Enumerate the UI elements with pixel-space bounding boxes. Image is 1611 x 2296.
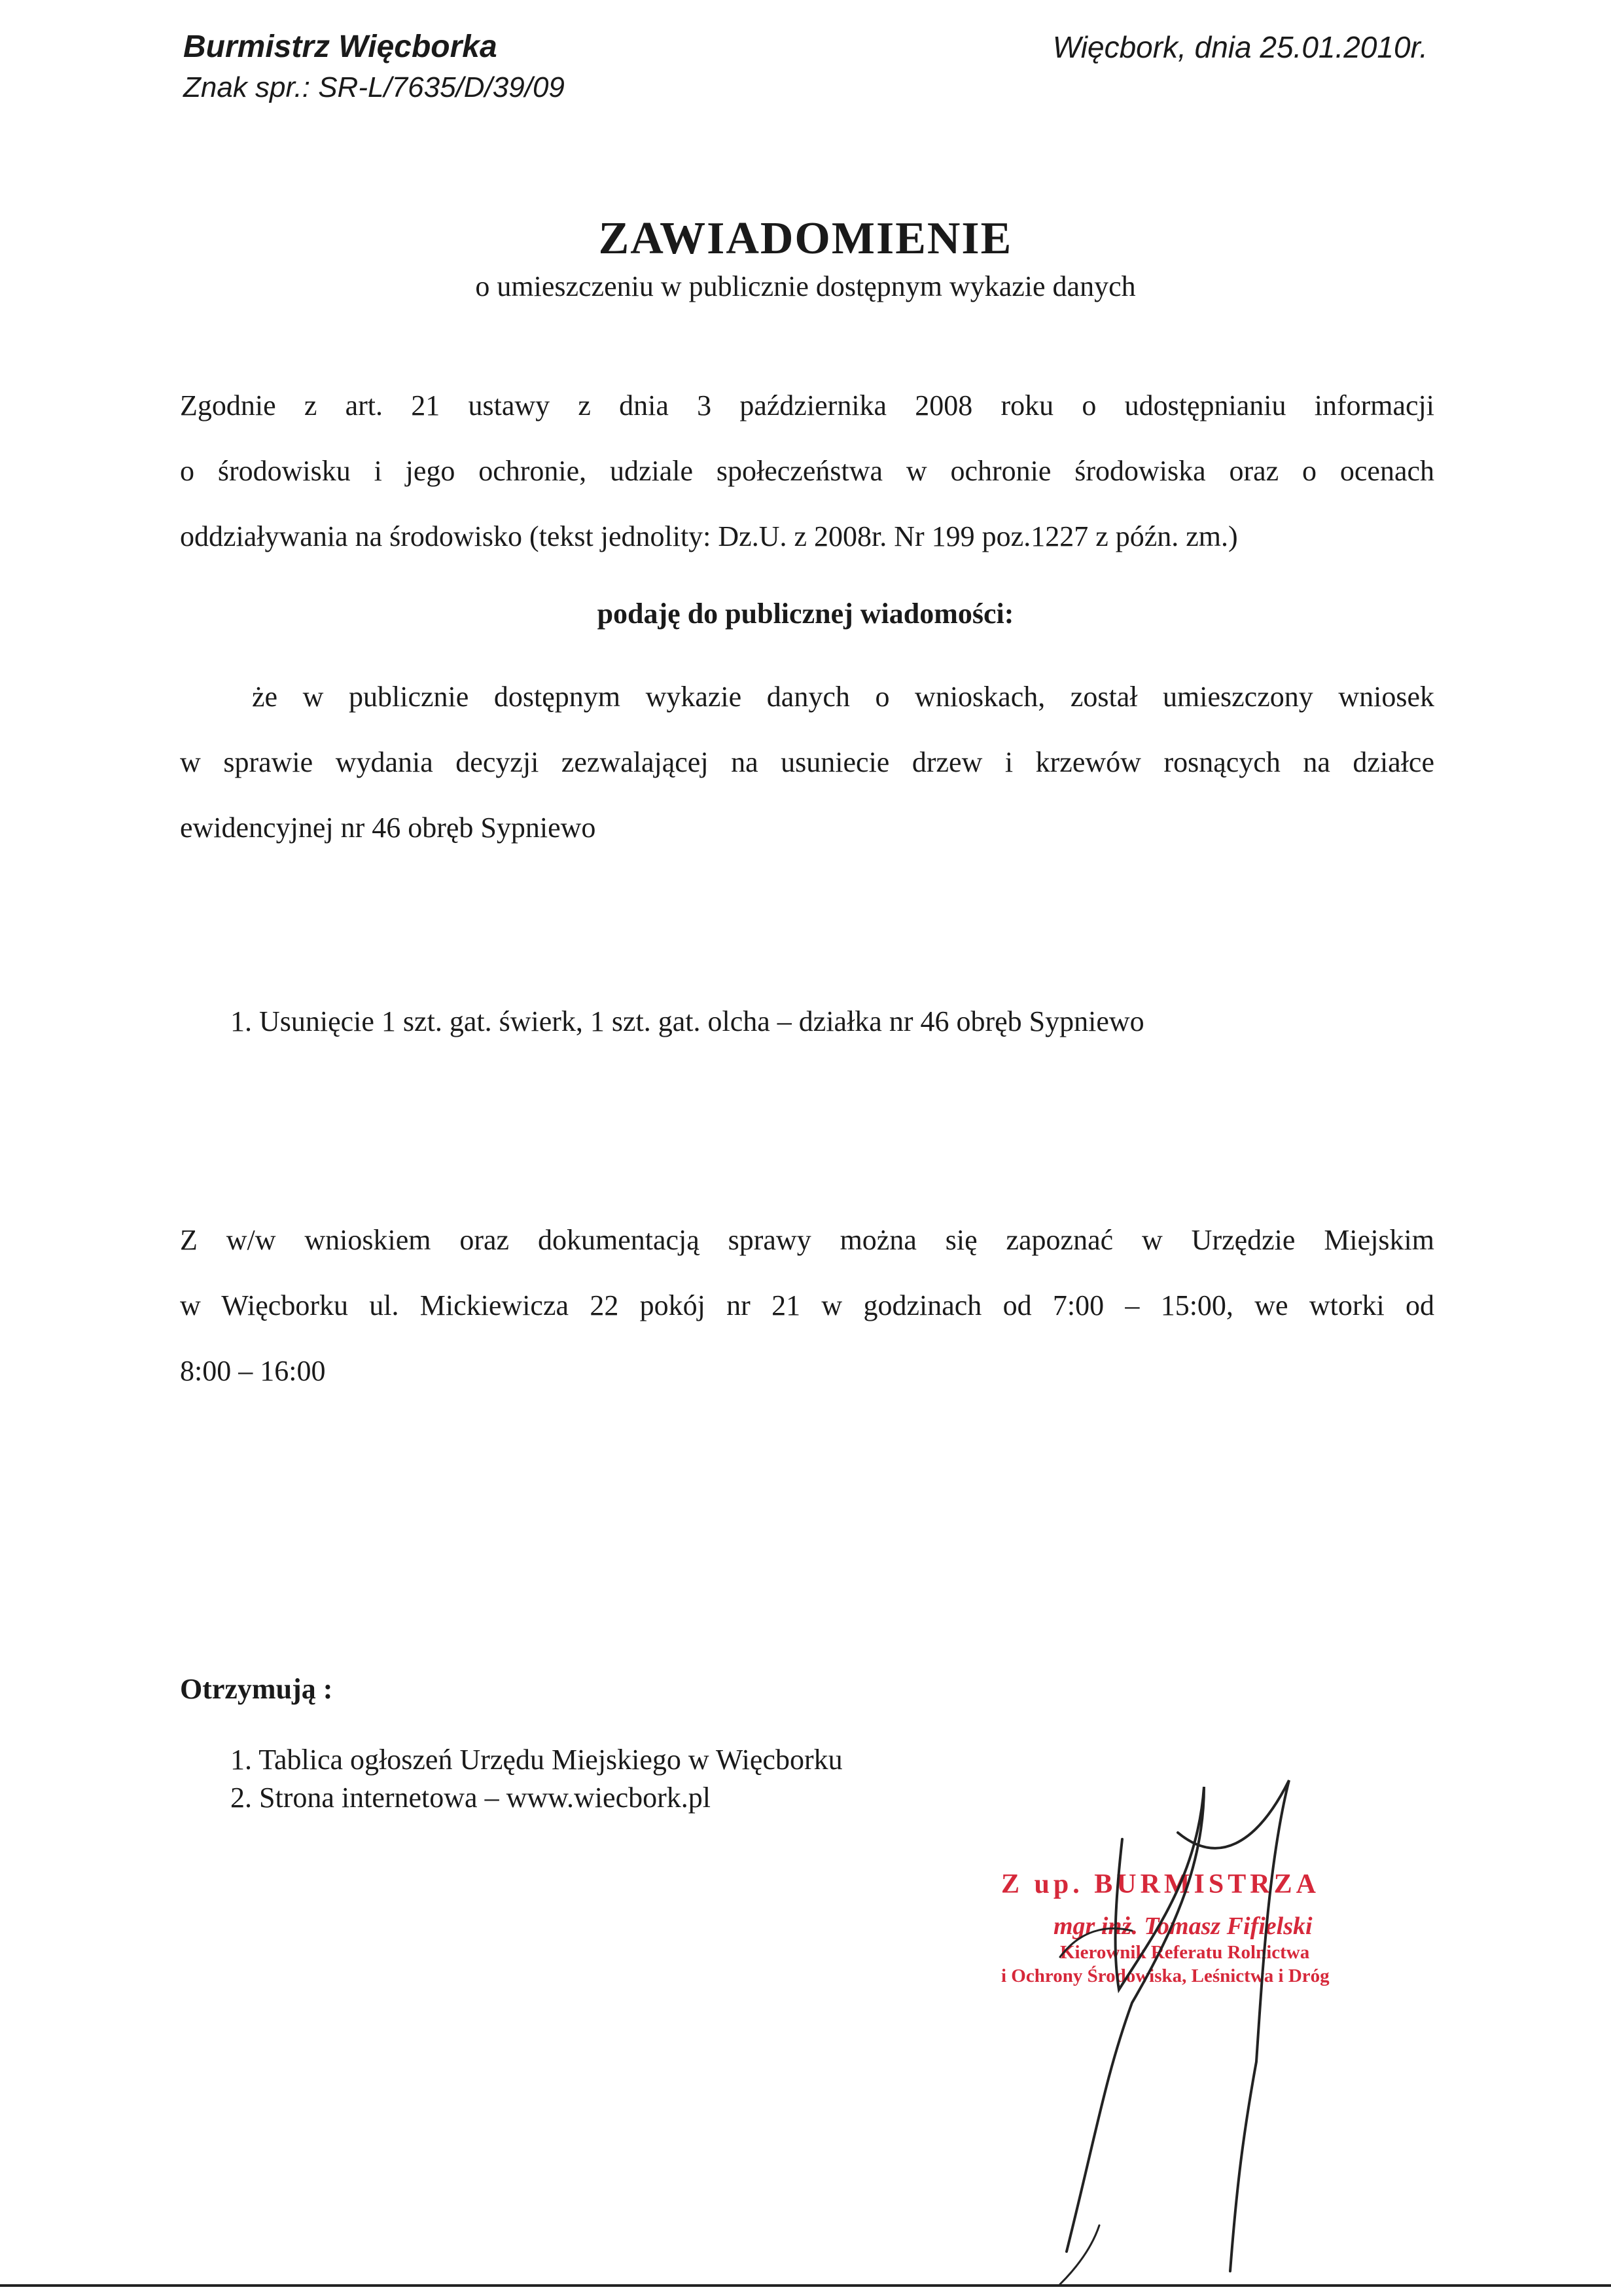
page-bottom-border: [0, 2284, 1611, 2287]
receivers-heading: Otrzymują :: [180, 1673, 333, 1705]
receiver-item: 2. Strona internetowa – www.wiecbork.pl: [230, 1782, 711, 1814]
body-line: że w publicznie dostępnym wykazie danych o wnioskach, został umieszczony wniosek: [252, 681, 1434, 713]
body-line: ewidencyjnej nr 46 obręb Sypniewo: [180, 812, 596, 844]
list-item: 1. Usunięcie 1 szt. gat. świerk, 1 szt. gat. olcha – działka nr 46 obręb Sypniewo: [230, 1005, 1144, 1037]
body-paragraph: [180, 664, 1434, 861]
intro-paragraph: [180, 373, 1434, 569]
reference-number: Znak spr.: SR-L/7635/D/39/09: [183, 71, 565, 103]
info-paragraph: [180, 1208, 1434, 1404]
announcement-heading: podaję do publicznej wiadomości:: [597, 598, 1014, 630]
stamp-line: i Ochrony Środowiska, Leśnictwa i Dróg: [1001, 1965, 1330, 1986]
stamp-line: Kierownik Referatu Rolnictwa: [1060, 1942, 1310, 1963]
place-date: Więcbork, dnia 25.01.2010r.: [1052, 30, 1428, 64]
handwritten-signature: [982, 1767, 1387, 2291]
stamp-line: mgr inż. Tomasz Fifielski: [1053, 1912, 1313, 1940]
body-line: w sprawie wydania decyzji zezwalającej na usuniecie drzew i krzewów rosnących na działce: [180, 746, 1434, 778]
document-title: ZAWIADOMIENIE: [598, 213, 1013, 264]
intro-line: o środowisku i jego ochronie, udziale społeczeństwa w ochronie środowiska oraz o ocenach: [180, 455, 1434, 487]
info-line: Z w/w wnioskiem oraz dokumentacją sprawy można się zapoznać w Urzędzie Miejskim: [180, 1224, 1434, 1256]
info-line: 8:00 – 16:00: [180, 1355, 326, 1387]
stamp-line: Z up. BURMISTRZA: [1001, 1869, 1320, 1899]
intro-line: oddziaływania na środowisko (tekst jednolity: Dz.U. z 2008r. Nr 199 poz.1227 z późn. zm.): [180, 520, 1238, 552]
document-header-left: [183, 26, 565, 107]
receiver-item: 1. Tablica ogłoszeń Urzędu Miejskiego w Więcborku: [230, 1744, 843, 1776]
intro-line: Zgodnie z art. 21 ustawy z dnia 3 października 2008 roku o udostępnianiu informacji: [180, 389, 1434, 422]
info-line: w Więcborku ul. Mickiewicza 22 pokój nr 21 w godzinach od 7:00 – 15:00, we wtorki od: [180, 1289, 1434, 1321]
document-subtitle: o umieszczeniu w publicznie dostępnym wykazie danych: [475, 270, 1136, 302]
authority-name: Burmistrz Więcborka: [183, 29, 497, 64]
receivers-list: [230, 1741, 843, 1817]
